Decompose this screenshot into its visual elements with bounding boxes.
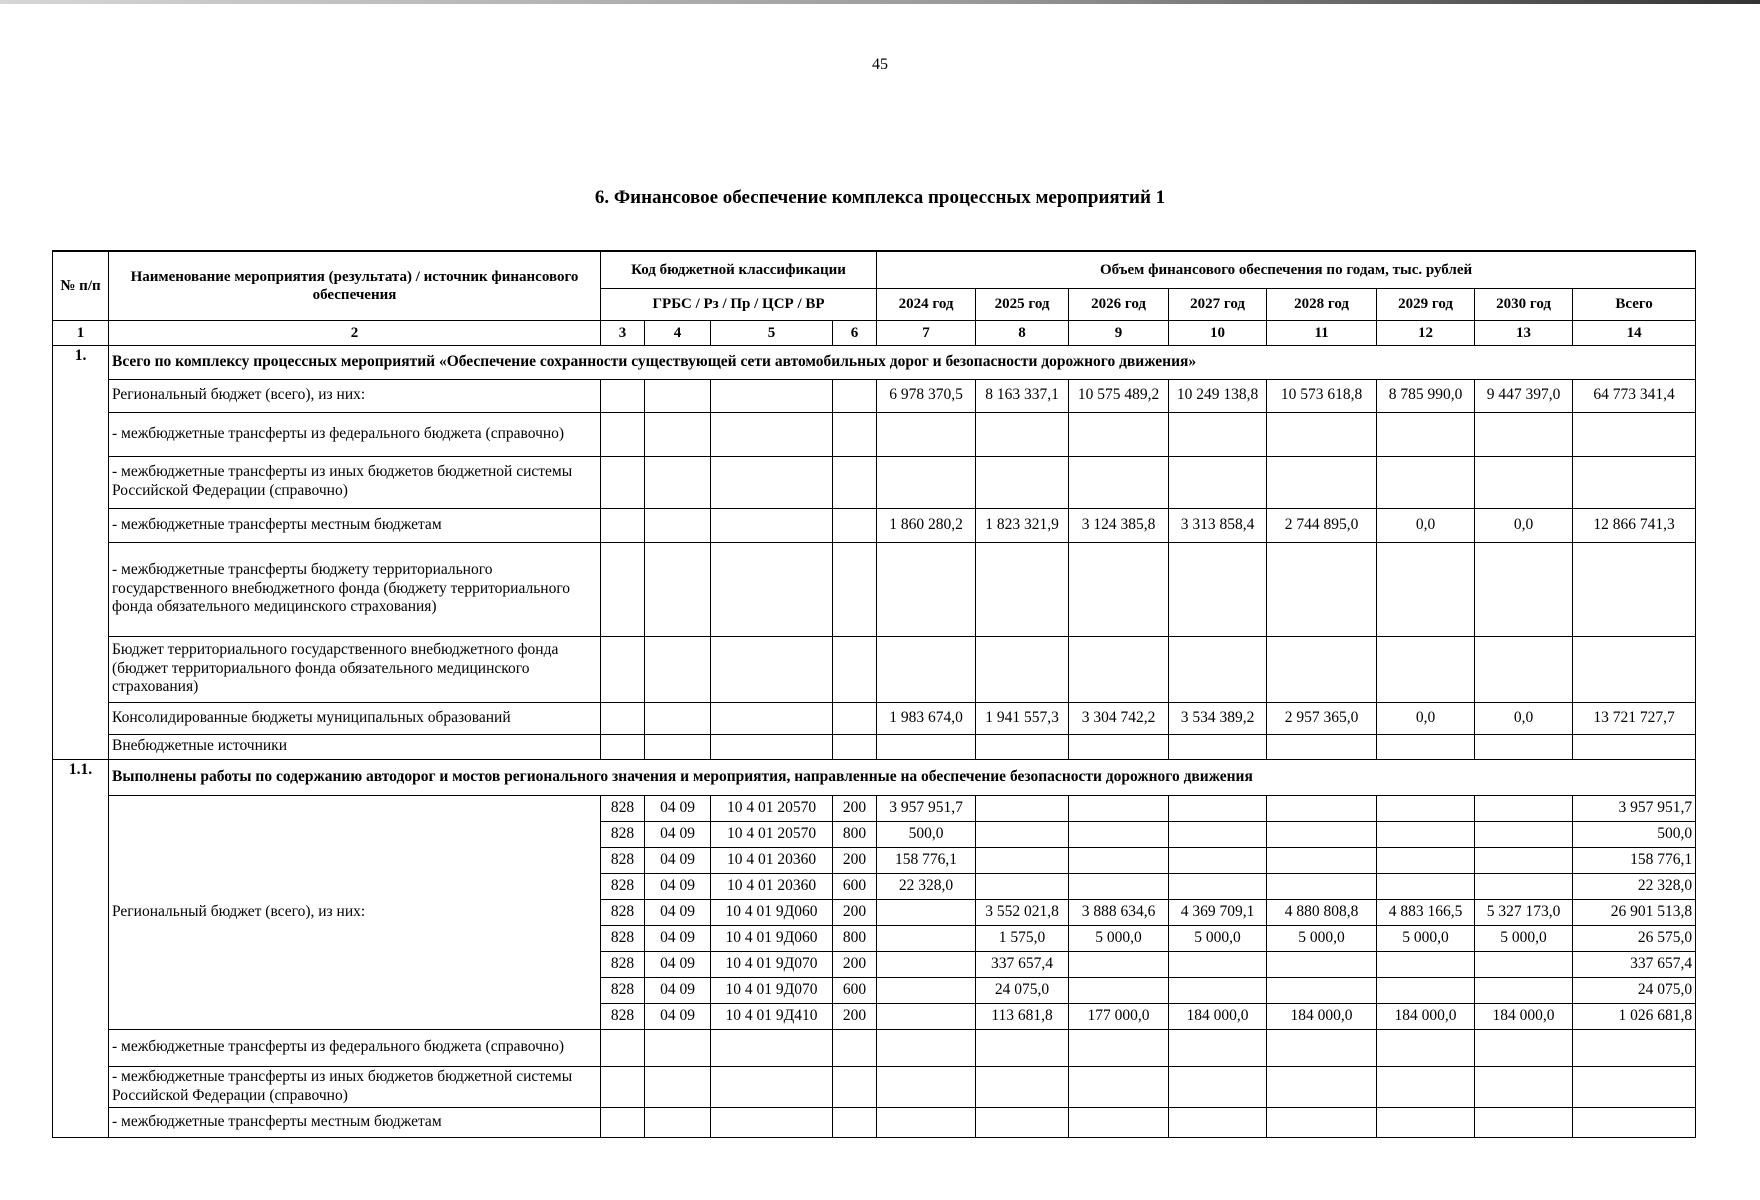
row-label: Внебюджетные источники bbox=[109, 734, 601, 759]
cell-value: 24 075,0 bbox=[976, 977, 1069, 1003]
cell-value bbox=[1377, 951, 1475, 977]
cell-value bbox=[877, 977, 976, 1003]
code-rz-pr: 04 09 bbox=[645, 951, 711, 977]
cell-value: 500,0 bbox=[1573, 821, 1696, 847]
code-csr: 10 4 01 9Д070 bbox=[711, 977, 833, 1003]
cell-value bbox=[1475, 847, 1573, 873]
cell-value: 0,0 bbox=[1377, 702, 1475, 734]
cell-value: 8 163 337,1 bbox=[976, 379, 1069, 412]
header-budget-code: Код бюджетной классификации bbox=[601, 251, 877, 288]
section-title: Выполнены работы по содержанию автодорог и мостов регионального значения и мероприятия, направленные на обеспечение безопасности дорожного движения bbox=[109, 759, 1696, 795]
code-vr: 200 bbox=[833, 951, 877, 977]
code-rz-pr: 04 09 bbox=[645, 977, 711, 1003]
table-row bbox=[53, 1066, 1696, 1107]
section-number: 1. bbox=[53, 345, 109, 759]
column-number: 5 bbox=[711, 320, 833, 345]
cell-value bbox=[976, 873, 1069, 899]
cell-value bbox=[1169, 795, 1267, 821]
column-number: 2 bbox=[109, 320, 601, 345]
code-rz-pr: 04 09 bbox=[645, 1003, 711, 1029]
cell-value bbox=[1475, 873, 1573, 899]
cell-value bbox=[1069, 977, 1169, 1003]
cell-value: 3 304 742,2 bbox=[1069, 702, 1169, 734]
code-rz-pr: 04 09 bbox=[645, 847, 711, 873]
cell-value: 1 823 321,9 bbox=[976, 508, 1069, 542]
cell-value: 0,0 bbox=[1475, 702, 1573, 734]
code-grbs: 828 bbox=[601, 1003, 645, 1029]
cell-value: 26 575,0 bbox=[1573, 925, 1696, 951]
cell-value: 2 744 895,0 bbox=[1267, 508, 1377, 542]
row-label: Региональный бюджет (всего), из них: bbox=[109, 379, 601, 412]
section-number: 1.1. bbox=[53, 759, 109, 1137]
cell-value bbox=[1169, 873, 1267, 899]
code-grbs: 828 bbox=[601, 899, 645, 925]
header-year: 2029 год bbox=[1377, 288, 1475, 320]
cell-value: 10 249 138,8 bbox=[1169, 379, 1267, 412]
cell-value: 26 901 513,8 bbox=[1573, 899, 1696, 925]
cell-value bbox=[976, 847, 1069, 873]
cell-value: 22 328,0 bbox=[877, 873, 976, 899]
cell-value bbox=[1069, 951, 1169, 977]
column-number: 4 bbox=[645, 320, 711, 345]
cell-value: 4 883 166,5 bbox=[1377, 899, 1475, 925]
cell-value bbox=[877, 925, 976, 951]
table-row bbox=[53, 636, 1696, 702]
header-year: 2024 год bbox=[877, 288, 976, 320]
cell-value: 0,0 bbox=[1475, 508, 1573, 542]
cell-value bbox=[1267, 873, 1377, 899]
row-label: - межбюджетные трансферты из иных бюджетов бюджетной системы Российской Федерации (справочно) bbox=[109, 456, 601, 508]
cell-value: 10 575 489,2 bbox=[1069, 379, 1169, 412]
cell-value: 5 000,0 bbox=[1267, 925, 1377, 951]
code-csr: 10 4 01 20570 bbox=[711, 821, 833, 847]
cell-value: 177 000,0 bbox=[1069, 1003, 1169, 1029]
cell-value: 1 983 674,0 bbox=[877, 702, 976, 734]
code-vr: 200 bbox=[833, 899, 877, 925]
cell-value bbox=[877, 899, 976, 925]
cell-value: 337 657,4 bbox=[976, 951, 1069, 977]
header-budget-code-sub: ГРБС / Рз / Пр / ЦСР / ВР bbox=[601, 288, 877, 320]
cell-value: 3 888 634,6 bbox=[1069, 899, 1169, 925]
cell-value: 500,0 bbox=[877, 821, 976, 847]
cell-value: 1 860 280,2 bbox=[877, 508, 976, 542]
table-row bbox=[53, 379, 1696, 412]
cell-value bbox=[1475, 821, 1573, 847]
header-year: 2026 год bbox=[1069, 288, 1169, 320]
cell-value: 158 776,1 bbox=[877, 847, 976, 873]
cell-value bbox=[1069, 821, 1169, 847]
table-row bbox=[53, 456, 1696, 508]
row-label: Консолидированные бюджеты муниципальных образований bbox=[109, 702, 601, 734]
table-row bbox=[53, 1029, 1696, 1066]
column-number: 13 bbox=[1475, 320, 1573, 345]
cell-value: 3 313 858,4 bbox=[1169, 508, 1267, 542]
row-label: - межбюджетные трансферты из федерального бюджета (справочно) bbox=[109, 412, 601, 456]
cell-value: 5 000,0 bbox=[1069, 925, 1169, 951]
cell-value: 12 866 741,3 bbox=[1573, 508, 1696, 542]
cell-value: 13 721 727,7 bbox=[1573, 702, 1696, 734]
table-row bbox=[53, 702, 1696, 734]
cell-value: 10 573 618,8 bbox=[1267, 379, 1377, 412]
cell-value: 3 124 385,8 bbox=[1069, 508, 1169, 542]
cell-value: 8 785 990,0 bbox=[1377, 379, 1475, 412]
row-label: - межбюджетные трансферты из иных бюджетов бюджетной системы Российской Федерации (справочно) bbox=[109, 1066, 601, 1107]
cell-value: 184 000,0 bbox=[1475, 1003, 1573, 1029]
cell-value: 4 880 808,8 bbox=[1267, 899, 1377, 925]
cell-value bbox=[976, 795, 1069, 821]
row-label: - межбюджетные трансферты местным бюджетам bbox=[109, 1107, 601, 1137]
cell-value bbox=[1475, 977, 1573, 1003]
cell-value: 0,0 bbox=[1377, 508, 1475, 542]
code-rz-pr: 04 09 bbox=[645, 899, 711, 925]
row-label: Региональный бюджет (всего), из них: bbox=[109, 795, 601, 1029]
code-vr: 200 bbox=[833, 795, 877, 821]
cell-value: 2 957 365,0 bbox=[1267, 702, 1377, 734]
table-row bbox=[53, 412, 1696, 456]
cell-value bbox=[1377, 795, 1475, 821]
column-number: 7 bbox=[877, 320, 976, 345]
cell-value: 3 552 021,8 bbox=[976, 899, 1069, 925]
code-csr: 10 4 01 20360 bbox=[711, 847, 833, 873]
cell-value: 6 978 370,5 bbox=[877, 379, 976, 412]
page-number: 45 bbox=[872, 56, 888, 73]
cell-value: 5 000,0 bbox=[1377, 925, 1475, 951]
cell-value: 9 447 397,0 bbox=[1475, 379, 1573, 412]
cell-value bbox=[877, 951, 976, 977]
code-grbs: 828 bbox=[601, 951, 645, 977]
cell-value: 184 000,0 bbox=[1267, 1003, 1377, 1029]
code-grbs: 828 bbox=[601, 795, 645, 821]
code-grbs: 828 bbox=[601, 821, 645, 847]
code-csr: 10 4 01 20360 bbox=[711, 873, 833, 899]
cell-value: 22 328,0 bbox=[1573, 873, 1696, 899]
column-number: 8 bbox=[976, 320, 1069, 345]
cell-value bbox=[877, 1003, 976, 1029]
code-grbs: 828 bbox=[601, 847, 645, 873]
column-number: 14 bbox=[1573, 320, 1696, 345]
cell-value: 113 681,8 bbox=[976, 1003, 1069, 1029]
cell-value bbox=[1069, 847, 1169, 873]
cell-value bbox=[1169, 977, 1267, 1003]
section-1-header-row bbox=[53, 345, 1696, 379]
cell-value bbox=[1377, 847, 1475, 873]
cell-value: 1 026 681,8 bbox=[1573, 1003, 1696, 1029]
cell-value bbox=[1069, 795, 1169, 821]
row-label: - межбюджетные трансферты бюджету территориального государственного внебюджетного фонда (бюджету территориального фонда обязательного медицинского страхования) bbox=[109, 542, 601, 636]
column-number: 9 bbox=[1069, 320, 1169, 345]
header-row-1 bbox=[53, 251, 1696, 288]
cell-value bbox=[1169, 951, 1267, 977]
cell-value bbox=[1169, 821, 1267, 847]
row-label: - межбюджетные трансферты местным бюджетам bbox=[109, 508, 601, 542]
column-number: 1 bbox=[53, 320, 109, 345]
column-number: 11 bbox=[1267, 320, 1377, 345]
cell-value bbox=[1475, 951, 1573, 977]
code-rz-pr: 04 09 bbox=[645, 821, 711, 847]
cell-value: 5 000,0 bbox=[1169, 925, 1267, 951]
code-rz-pr: 04 09 bbox=[645, 873, 711, 899]
column-number: 10 bbox=[1169, 320, 1267, 345]
financing-table bbox=[52, 250, 1696, 1138]
cell-value: 184 000,0 bbox=[1377, 1003, 1475, 1029]
cell-value bbox=[1169, 847, 1267, 873]
cell-value bbox=[1475, 795, 1573, 821]
column-number: 6 bbox=[833, 320, 877, 345]
cell-value: 64 773 341,4 bbox=[1573, 379, 1696, 412]
table-row bbox=[53, 508, 1696, 542]
cell-value: 4 369 709,1 bbox=[1169, 899, 1267, 925]
cell-value: 1 575,0 bbox=[976, 925, 1069, 951]
code-csr: 10 4 01 9Д410 bbox=[711, 1003, 833, 1029]
code-rz-pr: 04 09 bbox=[645, 925, 711, 951]
cell-value bbox=[1267, 951, 1377, 977]
code-vr: 600 bbox=[833, 977, 877, 1003]
cell-value bbox=[1267, 821, 1377, 847]
header-volume: Объем финансового обеспечения по годам, тыс. рублей bbox=[877, 251, 1696, 288]
scan-edge bbox=[0, 0, 1760, 4]
table-row bbox=[53, 1107, 1696, 1137]
code-grbs: 828 bbox=[601, 925, 645, 951]
cell-value bbox=[1377, 873, 1475, 899]
code-vr: 200 bbox=[833, 847, 877, 873]
code-vr: 200 bbox=[833, 1003, 877, 1029]
code-vr: 600 bbox=[833, 873, 877, 899]
cell-value: 3 957 951,7 bbox=[877, 795, 976, 821]
code-csr: 10 4 01 9Д060 bbox=[711, 925, 833, 951]
code-csr: 10 4 01 9Д070 bbox=[711, 951, 833, 977]
header-total: Всего bbox=[1573, 288, 1696, 320]
page-title: 6. Финансовое обеспечение комплекса процессных мероприятий 1 bbox=[594, 187, 1166, 208]
column-number: 12 bbox=[1377, 320, 1475, 345]
header-year: 2030 год bbox=[1475, 288, 1573, 320]
header-name: Наименование мероприятия (результата) / источник финансового обеспечения bbox=[109, 251, 601, 320]
code-rz-pr: 04 09 bbox=[645, 795, 711, 821]
cell-value bbox=[1267, 847, 1377, 873]
code-grbs: 828 bbox=[601, 873, 645, 899]
cell-value bbox=[976, 821, 1069, 847]
code-vr: 800 bbox=[833, 821, 877, 847]
cell-value: 337 657,4 bbox=[1573, 951, 1696, 977]
cell-value bbox=[1267, 977, 1377, 1003]
table-row bbox=[53, 734, 1696, 759]
section-title: Всего по комплексу процессных мероприятий «Обеспечение сохранности существующей сети автомобильных дорог и безопасности дорожного движения» bbox=[109, 345, 1696, 379]
section-1-1-header-row bbox=[53, 759, 1696, 795]
row-label: Бюджет территориального государственного внебюджетного фонда (бюджет территориального фонда обязательного медицинского страхования) bbox=[109, 636, 601, 702]
cell-value: 5 000,0 bbox=[1475, 925, 1573, 951]
cell-value: 5 327 173,0 bbox=[1475, 899, 1573, 925]
code-vr: 800 bbox=[833, 925, 877, 951]
cell-value bbox=[1377, 977, 1475, 1003]
cell-value bbox=[1377, 821, 1475, 847]
header-year: 2025 год bbox=[976, 288, 1069, 320]
header-num: № п/п bbox=[53, 251, 109, 320]
code-row bbox=[53, 795, 1696, 821]
column-number-row bbox=[53, 320, 1696, 345]
code-csr: 10 4 01 9Д060 bbox=[711, 899, 833, 925]
cell-value: 158 776,1 bbox=[1573, 847, 1696, 873]
cell-value: 1 941 557,3 bbox=[976, 702, 1069, 734]
cell-value: 3 534 389,2 bbox=[1169, 702, 1267, 734]
header-year: 2027 год bbox=[1169, 288, 1267, 320]
cell-value: 184 000,0 bbox=[1169, 1003, 1267, 1029]
cell-value: 24 075,0 bbox=[1573, 977, 1696, 1003]
code-grbs: 828 bbox=[601, 977, 645, 1003]
table-row bbox=[53, 542, 1696, 636]
code-csr: 10 4 01 20570 bbox=[711, 795, 833, 821]
row-label: - межбюджетные трансферты из федерального бюджета (справочно) bbox=[109, 1029, 601, 1066]
header-year: 2028 год bbox=[1267, 288, 1377, 320]
cell-value bbox=[1267, 795, 1377, 821]
column-number: 3 bbox=[601, 320, 645, 345]
cell-value: 3 957 951,7 bbox=[1573, 795, 1696, 821]
cell-value bbox=[1069, 873, 1169, 899]
